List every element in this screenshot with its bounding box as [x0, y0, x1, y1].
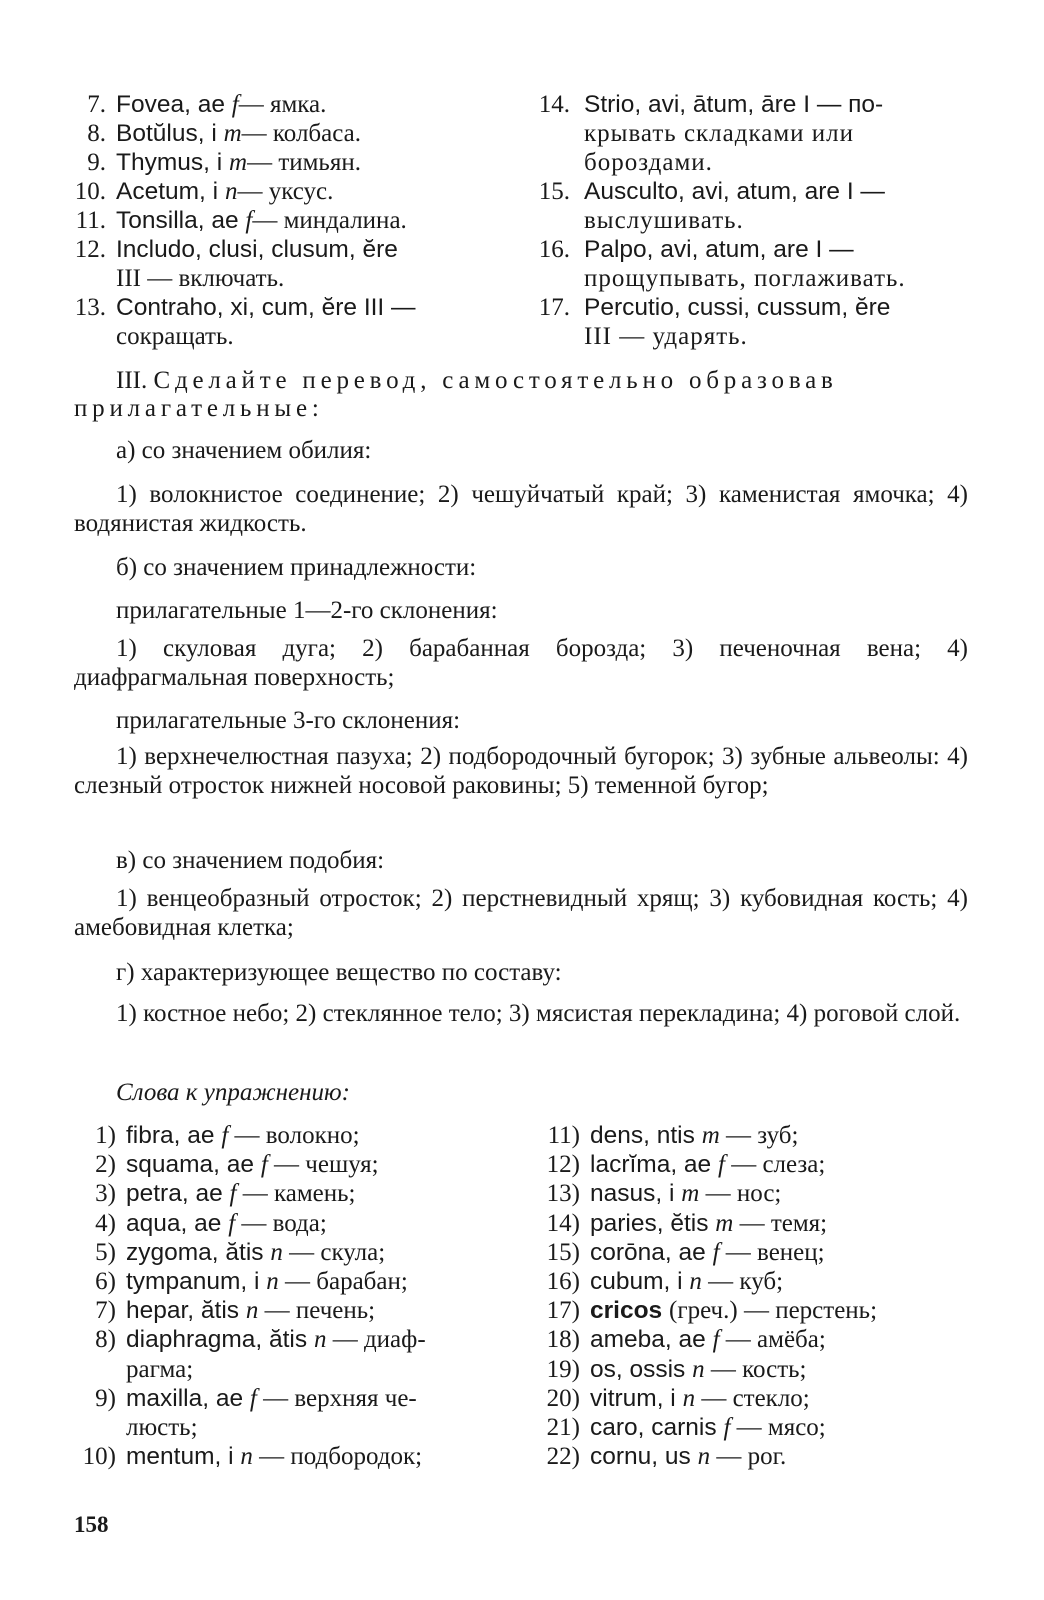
vocab-entry — [538, 1296, 978, 1325]
translation: — слеза; — [731, 1151, 826, 1179]
latin-word: vitrum, i — [590, 1384, 683, 1412]
translation: — миндалина. — [252, 207, 407, 234]
word-list-top-right — [530, 90, 970, 351]
gender-marker: n — [224, 178, 238, 205]
section-heading — [116, 366, 968, 395]
gender-marker: f — [712, 1238, 726, 1266]
vocab-text — [126, 1442, 504, 1471]
vocab-text — [126, 1121, 504, 1150]
vocab-entry — [538, 1179, 978, 1208]
translation: (греч.) — перстень; — [669, 1297, 878, 1325]
vocab-text — [590, 1325, 978, 1354]
gender-marker: n — [697, 1443, 717, 1471]
entry-text — [116, 177, 492, 206]
vocab-number: 19) — [546, 1355, 580, 1383]
vocab-text — [126, 1238, 504, 1267]
vocab-entry — [74, 1179, 504, 1208]
entry-text — [584, 235, 970, 293]
translation: — верхняя че- — [263, 1384, 417, 1412]
vocab-entry — [74, 1238, 504, 1267]
entry-text — [116, 119, 492, 148]
entry-number: 13. — [74, 294, 106, 321]
vocab-number: 1) — [95, 1122, 116, 1149]
translation: прощупывать, поглаживать. — [584, 265, 906, 292]
vocab-entry — [538, 1325, 978, 1354]
vocab-text — [126, 1296, 504, 1325]
gender-marker: f — [712, 1326, 726, 1354]
vocab-text — [126, 1384, 504, 1442]
gender-marker: n — [266, 1268, 285, 1296]
translation: — амёба; — [725, 1326, 826, 1354]
gender-marker: f — [723, 1414, 737, 1442]
latin-word: os, ossis — [590, 1355, 693, 1383]
gender-marker: n — [689, 1268, 709, 1296]
latin-word: maxilla, ae — [126, 1384, 250, 1412]
translation: — подбородок; — [259, 1443, 423, 1471]
translation: — венец; — [725, 1238, 825, 1266]
subsection-v-text: 1) венцеобразный отросток; 2) перстневидный хрящ; 3) кубовидная кость; 4) амебовидная клетка; — [74, 885, 968, 941]
vocab-number: 4) — [95, 1209, 116, 1237]
word-entry — [530, 90, 970, 177]
gender-marker: n — [240, 1443, 260, 1471]
vocab-entry — [74, 1296, 504, 1325]
latin-word: Strio, avi, ātum, āre I — по- — [584, 91, 884, 118]
gender-marker: f — [231, 91, 239, 118]
latin-word: lacrĭma, ae — [590, 1151, 718, 1179]
vocab-number: 15) — [546, 1238, 580, 1266]
vocab-number: 11) — [547, 1122, 580, 1149]
latin-word: Tonsilla, ae — [116, 207, 246, 234]
gender-marker: f — [249, 1384, 264, 1412]
translation: — печень; — [264, 1297, 376, 1325]
vocab-entry — [538, 1355, 978, 1384]
translation: — ямка. — [238, 91, 327, 118]
entry-text — [584, 177, 970, 235]
translation: — стекло; — [701, 1384, 810, 1412]
translation: — камень; — [242, 1180, 356, 1208]
latin-word: corōna, ae — [590, 1238, 713, 1266]
translation: — мясо; — [736, 1414, 826, 1442]
subsection-b-sub1: прилагательные 1—2-го склонения: — [116, 597, 498, 624]
latin-word: Acetum, i — [116, 178, 225, 205]
word-entry — [530, 293, 970, 351]
latin-word: paries, ĕtis — [590, 1209, 716, 1237]
vocab-number: 20) — [546, 1384, 580, 1412]
vocab-entry — [74, 1267, 504, 1296]
gender-marker: m — [681, 1180, 706, 1208]
subsection-b-text1: 1) скуловая дуга; 2) барабанная борозда; 3) печеночная вена; 4) диафрагмальная поверхность; — [74, 635, 968, 691]
entry-number: 9. — [87, 149, 106, 176]
translation: — волокно; — [234, 1122, 360, 1149]
entry-text — [584, 293, 970, 351]
translation: — барабан; — [285, 1268, 408, 1296]
entry-number: 16. — [538, 236, 570, 263]
latin-word: dens, ntis — [590, 1122, 702, 1149]
entry-text — [116, 235, 492, 293]
vocab-entry — [538, 1150, 978, 1179]
vocab-number: 9) — [95, 1384, 116, 1412]
vocab-list-left — [74, 1121, 504, 1471]
word-entry — [530, 177, 970, 235]
latin-word: Percutio, cussi, cussum, ĕre — [584, 294, 891, 321]
vocab-number: 6) — [95, 1268, 116, 1296]
entry-number: 17. — [538, 294, 570, 321]
vocab-number: 2) — [95, 1151, 116, 1179]
word-entry — [72, 177, 492, 206]
vocab-text — [590, 1355, 978, 1384]
word-entry — [530, 235, 970, 293]
vocab-text — [126, 1209, 504, 1238]
latin-word: fibra, ae — [126, 1122, 222, 1149]
translation: — темя; — [739, 1209, 828, 1237]
gender-marker: f — [221, 1122, 235, 1149]
latin-word: ameba, ae — [590, 1326, 713, 1354]
entry-number: 7. — [87, 91, 106, 118]
vocab-entry — [538, 1267, 978, 1296]
translation: крывать складками или бороздами. — [584, 120, 855, 176]
vocab-number: 17) — [546, 1297, 580, 1325]
word-entry — [72, 148, 492, 177]
translation: — диаф- — [332, 1326, 426, 1354]
latin-word: Fovea, ae — [116, 91, 232, 118]
vocab-text — [126, 1179, 504, 1208]
vocab-text — [590, 1121, 978, 1150]
vocab-number: 10) — [82, 1443, 116, 1471]
vocab-number: 13) — [546, 1180, 580, 1208]
subsection-b-heading: б) со значением принадлежности: — [116, 554, 477, 581]
vocab-text — [126, 1267, 504, 1296]
entry-number: 15. — [538, 178, 570, 205]
vocab-entry — [538, 1442, 978, 1471]
subsection-v-heading: в) со значением подобия: — [116, 847, 385, 874]
translation: — чешуя; — [274, 1151, 379, 1179]
subsection-b-text2: 1) верхнечелюстная пазуха; 2) подбородочный бугорок; 3) зубные альвеолы: 4) слезный отросток нижней носовой раковины; 5) теменной бугор; — [74, 743, 968, 799]
gender-marker: f — [228, 1209, 242, 1237]
latin-word: tympanum, i — [126, 1268, 267, 1296]
subsection-b-sub2: прилагательные 3-го склонения: — [116, 707, 461, 734]
translation: — скула; — [289, 1238, 386, 1266]
gender-marker: m — [229, 149, 248, 176]
word-list-top-left — [72, 90, 492, 351]
entry-number: 14. — [538, 91, 570, 118]
gender-marker: n — [682, 1384, 702, 1412]
translation: выслушивать. — [584, 207, 744, 234]
latin-word: Palpo, avi, atum, are I — — [584, 236, 854, 263]
translation: — уксус. — [237, 178, 334, 205]
vocab-entry — [538, 1209, 978, 1238]
vocab-entry — [538, 1384, 978, 1413]
vocab-text — [590, 1179, 978, 1208]
entry-text — [116, 90, 492, 119]
vocab-text — [590, 1267, 978, 1296]
vocab-entry — [74, 1209, 504, 1238]
entry-number: 10. — [74, 178, 106, 205]
vocab-number: 14) — [546, 1209, 580, 1237]
vocab-entry — [74, 1121, 504, 1150]
vocab-entry — [74, 1325, 504, 1383]
vocab-text — [590, 1296, 978, 1325]
entry-text — [116, 293, 492, 351]
translation: — куб; — [708, 1268, 784, 1296]
gender-marker: f — [229, 1180, 243, 1208]
translation-continued: люсть; — [126, 1414, 198, 1442]
latin-word: mentum, i — [126, 1443, 241, 1471]
vocab-text — [590, 1209, 978, 1238]
latin-word: Includo, clusi, clusum, ĕre — [116, 236, 398, 263]
vocab-text — [590, 1150, 978, 1179]
latin-word: cornu, us — [590, 1443, 698, 1471]
gender-marker: m — [715, 1209, 740, 1237]
section-title-line1: Сделайте перевод, самостоятельно образовав — [153, 367, 838, 394]
gender-marker: f — [260, 1151, 275, 1179]
vocab-number: 5) — [95, 1238, 116, 1266]
translation: — кость; — [710, 1355, 807, 1383]
latin-word: Botŭlus, i — [116, 120, 224, 147]
gender-marker: n — [270, 1238, 290, 1266]
latin-word: Contraho, xi, cum, ĕre III — — [116, 294, 416, 321]
translation: III — включать. — [116, 265, 285, 292]
entry-number: 8. — [87, 120, 106, 147]
vocab-number: 16) — [546, 1268, 580, 1296]
gender-marker: n — [692, 1355, 711, 1383]
word-entry — [72, 206, 492, 235]
translation: — зуб; — [726, 1122, 799, 1149]
vocab-number: 7) — [95, 1297, 116, 1325]
latin-word: petra, ae — [126, 1180, 230, 1208]
latin-word: nasus, i — [590, 1180, 682, 1208]
section-title-line2: прилагательные: — [74, 395, 324, 422]
vocab-entry — [538, 1238, 978, 1267]
entry-number: 11. — [75, 207, 106, 234]
page-number: 158 — [74, 1512, 109, 1537]
latin-word: zygoma, ătis — [126, 1238, 271, 1266]
translation: — тимьян. — [247, 149, 361, 176]
translation: — колбаса. — [241, 120, 361, 147]
word-entry — [72, 119, 492, 148]
latin-word: diaphragma, ătis — [126, 1326, 314, 1354]
vocab-entry — [74, 1150, 504, 1179]
gender-marker: n — [313, 1326, 333, 1354]
entry-text — [116, 206, 492, 235]
vocab-text — [590, 1413, 978, 1442]
gender-marker: m — [223, 120, 242, 147]
subsection-a-heading: а) со значением обилия: — [116, 437, 372, 464]
word-entry — [72, 90, 492, 119]
vocab-text — [590, 1442, 978, 1471]
translation-continued: рагма; — [126, 1355, 194, 1383]
vocab-text — [590, 1238, 978, 1267]
vocab-entry — [538, 1413, 978, 1442]
vocab-entry — [74, 1384, 504, 1442]
translation: III — ударять. — [584, 323, 748, 350]
vocab-number: 18) — [546, 1326, 580, 1354]
word-entry — [72, 293, 492, 351]
translation: сокращать. — [116, 323, 234, 350]
word-entry — [72, 235, 492, 293]
vocab-number: 8) — [95, 1326, 116, 1354]
gender-marker: m — [701, 1122, 726, 1149]
vocab-number: 21) — [546, 1414, 580, 1442]
subsection-g-text: 1) костное небо; 2) стеклянное тело; 3) мясистая перекладина; 4) роговой слой. — [116, 1000, 961, 1027]
latin-word: caro, carnis — [590, 1414, 724, 1442]
vocab-entry — [74, 1442, 504, 1471]
subsection-a-text: 1) волокнистое соединение; 2) чешуйчатый край; 3) каменистая ямочка; 4) водянистая жидкость. — [74, 481, 968, 537]
translation: — рог. — [716, 1443, 787, 1471]
translation: — нос; — [705, 1180, 782, 1208]
gender-marker: f — [245, 207, 253, 234]
entry-text — [116, 148, 492, 177]
entry-number: 12. — [74, 236, 106, 263]
latin-word: Thymus, i — [116, 149, 229, 176]
entry-text — [584, 90, 970, 177]
latin-word: cricos — [590, 1297, 669, 1325]
vocab-text — [126, 1325, 504, 1383]
vocab-number: 22) — [546, 1443, 580, 1471]
vocab-number: 3) — [95, 1180, 116, 1208]
gender-marker: n — [245, 1297, 265, 1325]
latin-word: hepar, ătis — [126, 1297, 246, 1325]
vocab-text — [590, 1384, 978, 1413]
vocab-list-right — [538, 1121, 978, 1471]
subsection-g-heading: г) характеризующее вещество по составу: — [116, 959, 562, 986]
vocab-text — [126, 1150, 504, 1179]
gender-marker: f — [718, 1151, 732, 1179]
latin-word: aqua, ae — [126, 1209, 229, 1237]
section-number: III. — [116, 367, 148, 394]
latin-word: Ausculto, avi, atum, are I — — [584, 178, 885, 205]
vocab-number: 12) — [546, 1151, 580, 1179]
vocab-entry — [538, 1121, 978, 1150]
translation: — вода; — [241, 1209, 327, 1237]
latin-word: cubum, i — [590, 1268, 690, 1296]
latin-word: squama, ae — [126, 1151, 261, 1179]
vocab-title: Слова к упражнению: — [116, 1079, 350, 1106]
